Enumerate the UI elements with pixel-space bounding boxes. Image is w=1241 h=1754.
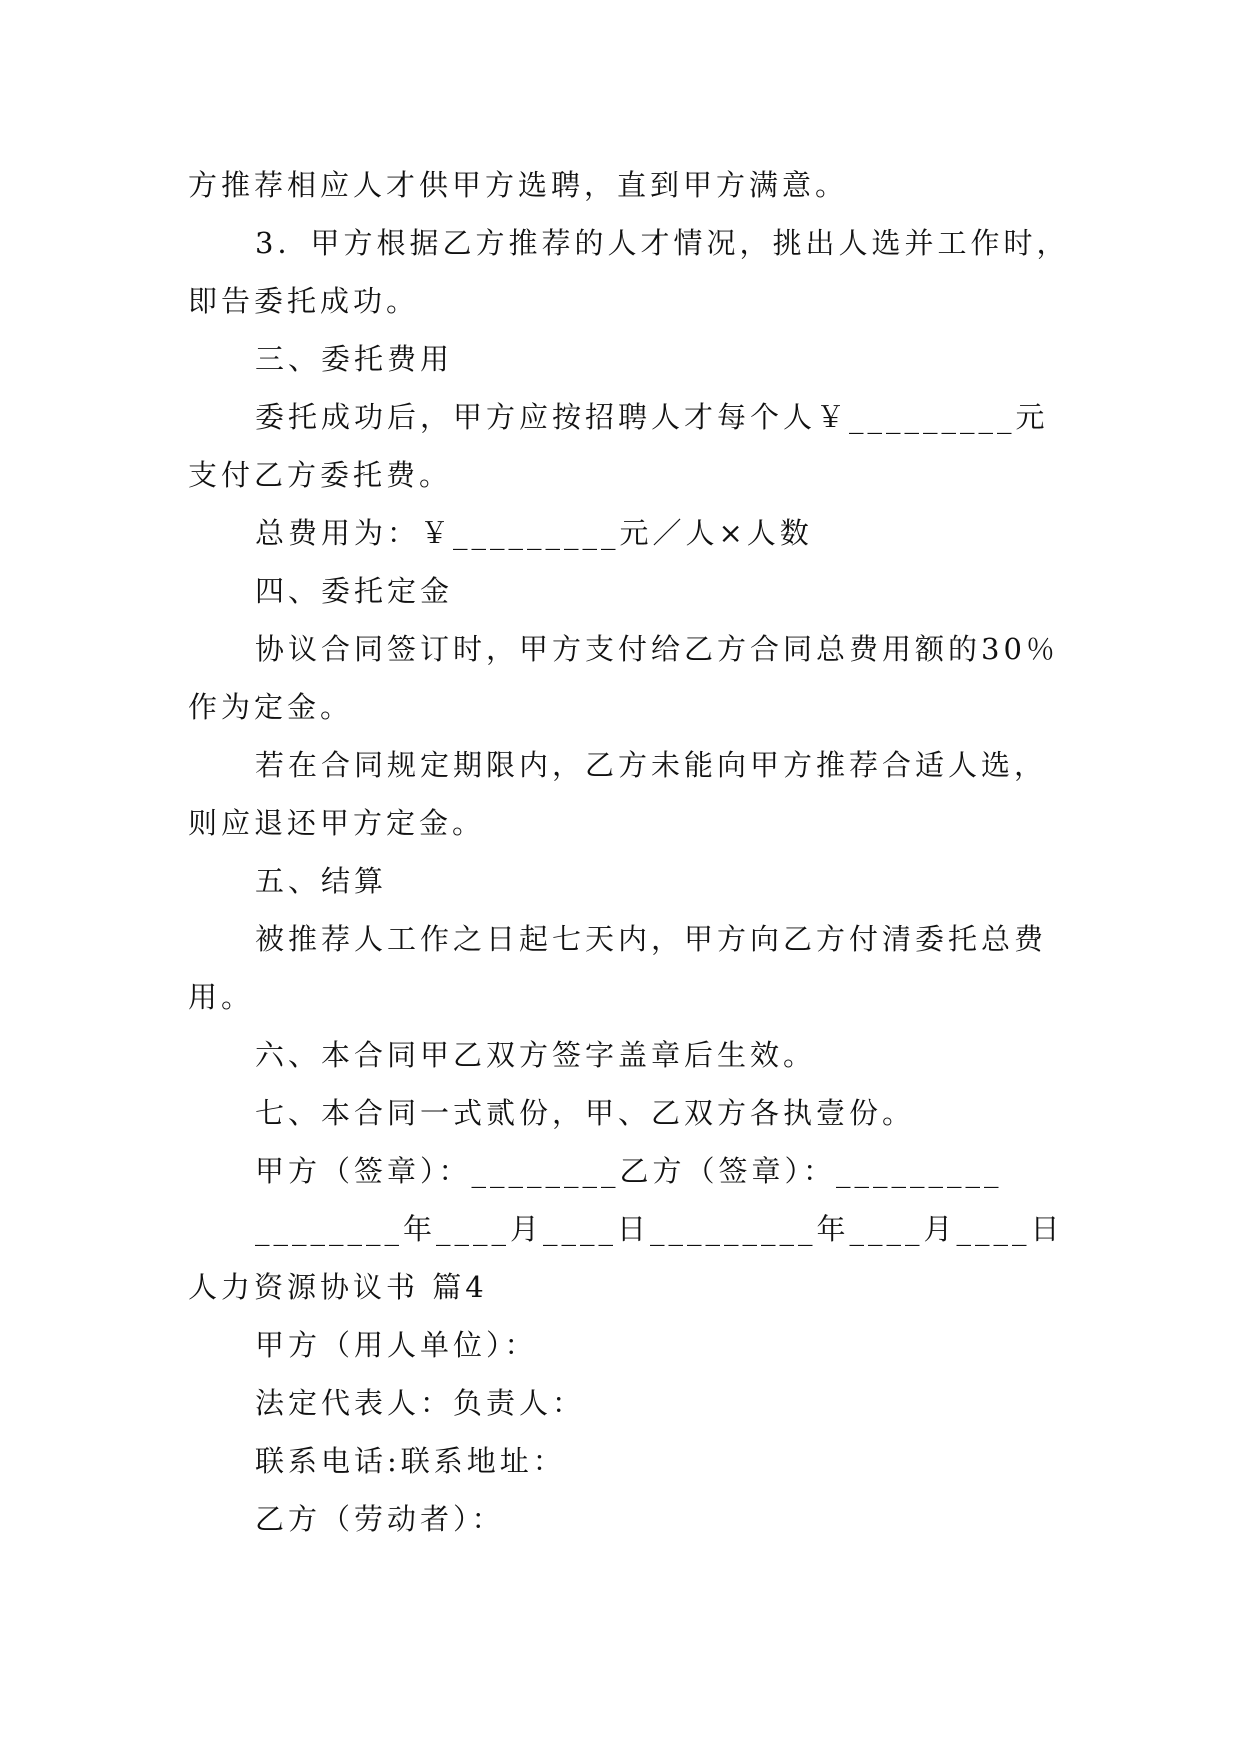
document-title: 人力资源协议书 篇4 xyxy=(188,1270,488,1304)
text-line: 总费用为：￥_________元／人×人数 xyxy=(255,516,813,550)
text-line: 作为定金。 xyxy=(188,690,354,724)
text-line: 委托成功后，甲方应按招聘人才每个人￥_________元 xyxy=(255,400,1049,434)
text-line: 则应退还甲方定金。 xyxy=(188,806,486,840)
text-line: 联系电话:联系地址： xyxy=(255,1444,566,1478)
section-heading: 四、委托定金 xyxy=(255,574,454,608)
text-line: 3．甲方根据乙方推荐的人才情况，挑出人选并工作时， xyxy=(255,226,1070,260)
text-line: 用。 xyxy=(188,980,255,1014)
signature-line: 甲方（签章）：________乙方（签章）：_________ xyxy=(255,1154,1003,1188)
text-line: 七、本合同一式贰份，甲、乙双方各执壹份。 xyxy=(255,1096,916,1130)
text-line: 协议合同签订时，甲方支付给乙方合同总费用额的30％ xyxy=(255,632,1059,666)
text-line: 法定代表人：负责人： xyxy=(255,1386,586,1420)
section-heading: 五、结算 xyxy=(255,864,388,898)
text-line: 即告委托成功。 xyxy=(188,284,420,318)
date-line: ________年____月____日_________年____月____日 xyxy=(255,1212,1064,1246)
text-line: 若在合同规定期限内，乙方未能向甲方推荐合适人选， xyxy=(255,748,1048,782)
text-line: 方推荐相应人才供甲方选聘，直到甲方满意。 xyxy=(188,168,849,202)
text-line: 被推荐人工作之日起七天内，甲方向乙方付清委托总费 xyxy=(255,922,1048,956)
section-heading: 三、委托费用 xyxy=(255,342,454,376)
text-line: 甲方（用人单位）： xyxy=(255,1328,538,1362)
text-line: 乙方（劳动者）： xyxy=(255,1502,505,1536)
text-line: 六、本合同甲乙双方签字盖章后生效。 xyxy=(255,1038,817,1072)
text-line: 支付乙方委托费。 xyxy=(188,458,453,492)
